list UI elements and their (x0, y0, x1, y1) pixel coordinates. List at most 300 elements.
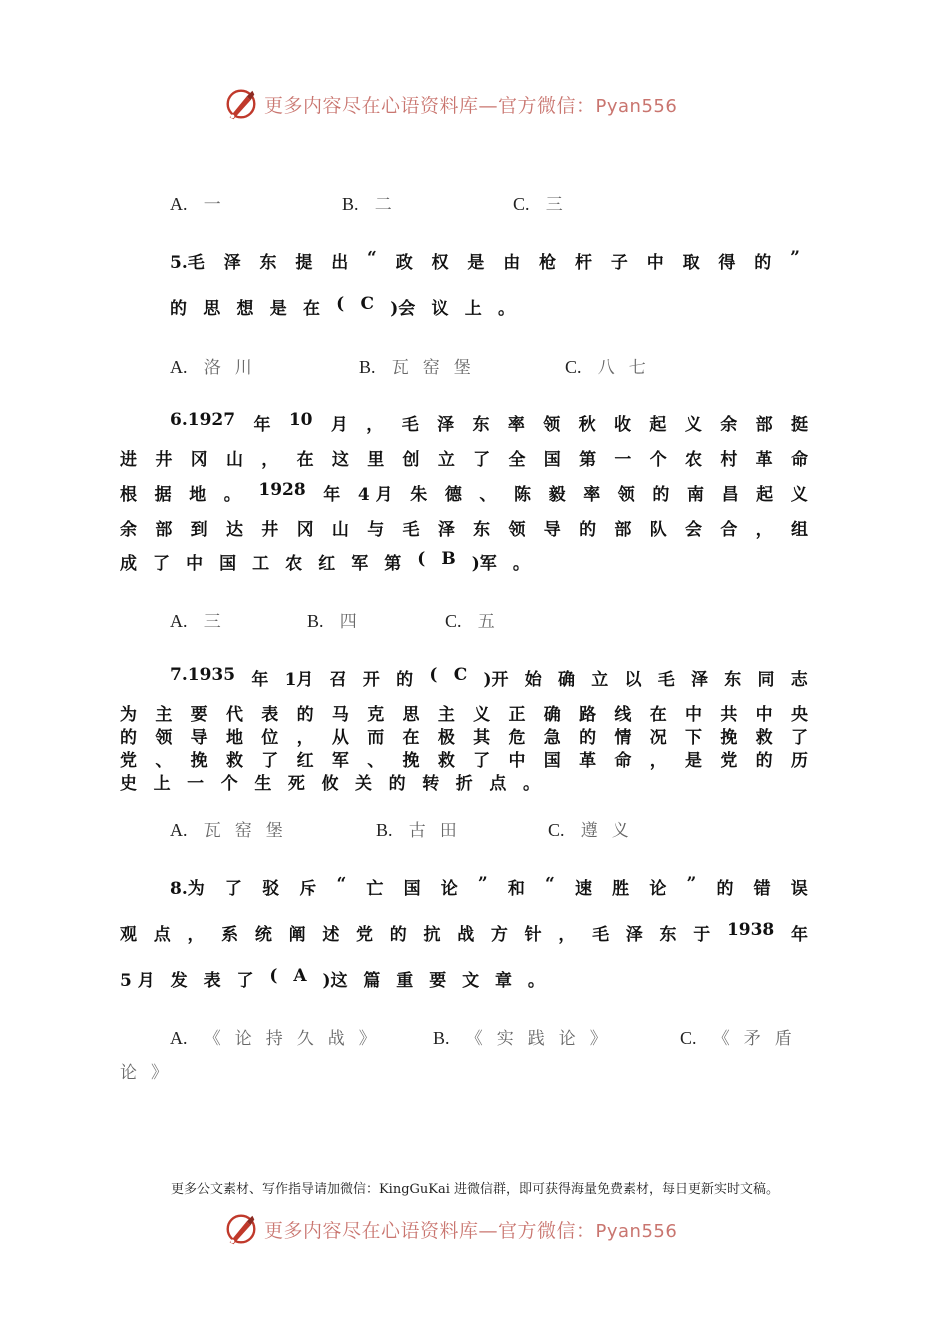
question-text-fragment: 农 (685, 450, 702, 470)
question-text-fragment: 领 (617, 485, 635, 505)
question-text-fragment: 山 (331, 520, 349, 540)
question-text-fragment: 泽 (691, 670, 709, 690)
question-text-fragment: 党 (720, 751, 738, 771)
question-text-fragment: 。 (527, 971, 545, 991)
question-text-fragment: 胜 (612, 879, 630, 899)
question-text-fragment: 、 (155, 751, 173, 771)
question-text-fragment: 1月 (284, 670, 314, 690)
question-text-fragment: 领 (155, 728, 173, 748)
question-text-fragment: 主 (437, 705, 455, 725)
question-5-line-1 (170, 248, 800, 273)
question-text-fragment: 1928 (258, 480, 306, 500)
question-text-fragment: 议 (431, 299, 449, 319)
question-text-fragment: 部 (155, 520, 173, 540)
question-text-fragment: 路 (579, 705, 597, 725)
q7-options (170, 816, 858, 841)
question-text-fragment: 死 (287, 774, 305, 794)
question-text-fragment: 在 (649, 705, 667, 725)
question-text-fragment: 国 (403, 879, 421, 899)
question-text-fragment: 秋 (578, 415, 596, 435)
question-text-fragment: 方 (490, 925, 508, 945)
question-text-fragment: 个 (649, 450, 667, 470)
q6-options (170, 607, 858, 632)
question-text-fragment: 从 (331, 728, 349, 748)
question-text-fragment: 的 (396, 670, 414, 690)
question-text-fragment: 村 (720, 450, 738, 470)
question-text-fragment: 朱 (410, 485, 428, 505)
question-text-fragment: 。 (497, 299, 515, 319)
question-text-fragment: 月 (330, 415, 348, 435)
question-text-fragment: 代 (225, 705, 243, 725)
question-text-fragment: 篇 (363, 971, 381, 991)
question-text-fragment: 国 (543, 450, 561, 470)
question-text-fragment: 转 (422, 774, 440, 794)
question-text-fragment: 史 (120, 774, 137, 794)
question-text-fragment: 挽 (720, 728, 738, 748)
question-text-fragment: 极 (437, 728, 455, 748)
pen-logo-icon (222, 1210, 260, 1248)
question-text-fragment: 攸 (321, 774, 339, 794)
question-text-fragment: 命 (790, 450, 808, 470)
question-text-fragment: 泽 (223, 253, 241, 273)
question-text-fragment: 错 (753, 879, 771, 899)
question-text-fragment: 位 (261, 728, 279, 748)
question-text-fragment: 。 (522, 774, 540, 794)
question-text-fragment: 提 (295, 253, 313, 273)
question-text-fragment: B (441, 549, 456, 569)
question-text-fragment: 的 (120, 728, 137, 748)
question-6-line-3 (120, 480, 808, 505)
question-text-fragment: 是 (467, 253, 485, 273)
question-text-fragment: 的 (296, 705, 314, 725)
question-text-fragment: 的 (170, 299, 187, 319)
question-text-fragment: 部 (755, 415, 773, 435)
question-text-fragment: 根 (120, 485, 137, 505)
question-5-line-2 (170, 294, 515, 319)
question-text-fragment: 的 (388, 774, 406, 794)
question-text-fragment: 文 (462, 971, 480, 991)
question-text-fragment: ， (755, 520, 773, 540)
question-text-fragment: C (453, 665, 468, 685)
question-text-fragment: 而 (367, 728, 385, 748)
question-text-fragment: 国 (219, 554, 237, 574)
header-banner (222, 84, 742, 124)
question-text-fragment: 毅 (548, 485, 566, 505)
question-text-fragment: ， (261, 450, 279, 470)
question-text-fragment: 论 (649, 879, 667, 899)
question-text-fragment: 南 (686, 485, 704, 505)
pen-logo-icon (222, 85, 260, 123)
question-text-fragment: 了 (153, 554, 171, 574)
option-c: C. 八七 (565, 357, 660, 378)
question-text-fragment: 以 (624, 670, 642, 690)
question-text-fragment: 折 (455, 774, 473, 794)
question-text-fragment: 党 (356, 925, 374, 945)
option-a: A. 三 (170, 611, 235, 632)
question-text-fragment: 导 (190, 728, 208, 748)
question-text-fragment: ， (296, 728, 314, 748)
question-text-fragment: 马 (331, 705, 349, 725)
question-text-fragment: 章 (495, 971, 513, 991)
question-text-fragment: 冈 (296, 520, 314, 540)
question-text-fragment: 观 (120, 925, 137, 945)
question-text-fragment: 重 (396, 971, 414, 991)
question-text-fragment: 一 (187, 774, 205, 794)
question-text-fragment: 5.毛 (170, 253, 205, 273)
question-text-fragment: 创 (402, 450, 420, 470)
option-b: B. 瓦窑堡 (359, 357, 485, 378)
question-text-fragment: 中 (646, 253, 664, 273)
option-c: C. 三 (513, 194, 577, 215)
question-text-fragment: 义 (473, 705, 491, 725)
question-text-fragment: 据 (154, 485, 172, 505)
question-text-fragment: 救 (225, 751, 243, 771)
question-text-fragment: 驳 (262, 879, 280, 899)
question-text-fragment: ” (790, 248, 800, 268)
q8-option-continuation: 论》 (120, 1063, 182, 1083)
question-text-fragment: 农 (285, 554, 303, 574)
question-text-fragment: 关 (355, 774, 373, 794)
question-text-fragment: 战 (457, 925, 475, 945)
question-text-fragment: 8.为 (170, 879, 205, 899)
question-text-fragment: )会 (390, 299, 416, 319)
question-text-fragment: 的 (389, 925, 407, 945)
question-text-fragment: 况 (649, 728, 667, 748)
question-text-fragment: 生 (254, 774, 272, 794)
banner-text: 更多内容尽在心语资料库—官方微信：Pyan556 (264, 1219, 678, 1242)
question-text-fragment: 收 (614, 415, 632, 435)
q8-options (170, 1024, 858, 1049)
question-text-fragment: 了 (790, 728, 808, 748)
question-text-fragment: 泽 (437, 520, 455, 540)
question-text-fragment: 于 (693, 925, 711, 945)
question-text-fragment: 一 (614, 450, 632, 470)
question-text-fragment: 下 (685, 728, 702, 748)
question-text-fragment: 的 (754, 253, 772, 273)
option-b: B. 古田 (376, 820, 471, 841)
question-text-fragment: 挺 (790, 415, 808, 435)
question-text-fragment: 上 (153, 774, 171, 794)
question-text-fragment: 在 (402, 728, 420, 748)
question-text-fragment: 发 (170, 971, 188, 991)
question-text-fragment: 领 (508, 520, 526, 540)
question-text-fragment: 上 (464, 299, 482, 319)
question-text-fragment: 到 (190, 520, 208, 540)
question-text-fragment: 表 (203, 971, 221, 991)
question-text-fragment: 会 (685, 520, 702, 540)
question-text-fragment: 余 (720, 415, 738, 435)
question-text-fragment: 线 (614, 705, 632, 725)
question-text-fragment: 陈 (514, 485, 532, 505)
question-text-fragment: )军 (471, 554, 497, 574)
question-text-fragment: 1938 (726, 920, 775, 940)
question-text-fragment: ( (269, 966, 278, 986)
question-text-fragment: 率 (583, 485, 601, 505)
question-text-fragment: 针 (524, 925, 542, 945)
question-text-fragment: 年 (253, 415, 271, 435)
question-text-fragment: 红 (296, 751, 314, 771)
question-text-fragment: C (360, 294, 374, 314)
question-text-fragment: 是 (269, 299, 287, 319)
question-text-fragment: 年 (323, 485, 341, 505)
question-text-fragment: 山 (225, 450, 243, 470)
question-text-fragment: )这 (322, 971, 348, 991)
question-text-fragment: 党 (120, 751, 137, 771)
question-text-fragment: 救 (755, 728, 773, 748)
question-text-fragment: 立 (437, 450, 455, 470)
question-text-fragment: 历 (790, 751, 808, 771)
question-text-fragment: 德 (444, 485, 462, 505)
question-text-fragment: 出 (331, 253, 349, 273)
question-text-fragment: 的 (579, 520, 597, 540)
question-text-fragment: 地 (189, 485, 207, 505)
question-text-fragment: 表 (261, 705, 279, 725)
question-text-fragment: 取 (682, 253, 700, 273)
question-text-fragment: 这 (331, 450, 349, 470)
question-text-fragment: 毛 (402, 520, 420, 540)
question-text-fragment: 组 (790, 520, 808, 540)
question-text-fragment: 军 (331, 751, 349, 771)
question-text-fragment: ( (429, 665, 438, 685)
question-text-fragment: 达 (225, 520, 243, 540)
question-text-fragment: 年 (790, 925, 808, 945)
option-b: B. 二 (342, 194, 406, 215)
question-text-fragment: 毛 (657, 670, 675, 690)
question-text-fragment: 合 (720, 520, 738, 540)
question-text-fragment: 救 (437, 751, 455, 771)
question-8-line-1 (170, 874, 808, 899)
question-text-fragment: 思 (402, 705, 420, 725)
question-text-fragment: 了 (473, 450, 491, 470)
question-text-fragment: 革 (579, 751, 597, 771)
question-text-fragment: 开 (362, 670, 380, 690)
question-text-fragment: 的 (579, 728, 597, 748)
q4-options (170, 190, 858, 215)
question-text-fragment: 东 (724, 670, 742, 690)
question-text-fragment: 枪 (539, 253, 557, 273)
question-text-fragment: 4 月 (357, 485, 393, 505)
question-text-fragment: ” (477, 874, 488, 894)
question-text-fragment: 年 (251, 670, 269, 690)
footer-banner (222, 1209, 742, 1249)
question-text-fragment: 想 (236, 299, 254, 319)
question-text-fragment: 了 (236, 971, 254, 991)
question-text-fragment: 政 (395, 253, 413, 273)
question-text-fragment: 要 (190, 705, 208, 725)
question-text-fragment: 确 (543, 705, 561, 725)
question-text-fragment: 杆 (574, 253, 592, 273)
question-text-fragment: 确 (558, 670, 576, 690)
q5-options (170, 353, 858, 378)
question-text-fragment: 东 (473, 520, 491, 540)
question-text-fragment: 第 (384, 554, 402, 574)
question-text-fragment: 10 (288, 410, 313, 430)
question-text-fragment: 了 (261, 751, 279, 771)
question-text-fragment: 。 (512, 554, 530, 574)
question-text-fragment: 东 (659, 925, 677, 945)
question-text-fragment: 红 (318, 554, 336, 574)
question-text-fragment: )开 (483, 670, 509, 690)
question-8-line-2 (120, 920, 808, 945)
question-text-fragment: 急 (543, 728, 561, 748)
question-text-fragment: 危 (508, 728, 526, 748)
question-text-fragment: 阐 (288, 925, 306, 945)
question-text-fragment: 系 (221, 925, 239, 945)
question-text-fragment: 是 (685, 751, 702, 771)
question-text-fragment: 率 (507, 415, 525, 435)
question-text-fragment: ， (187, 925, 205, 945)
question-text-fragment: 、 (367, 751, 385, 771)
question-text-fragment: 泽 (437, 415, 455, 435)
option-a: A. 洛川 (170, 357, 266, 378)
question-text-fragment: 。 (223, 485, 241, 505)
question-8-line-3 (120, 966, 545, 991)
question-text-fragment: 毛 (401, 415, 419, 435)
question-text-fragment: 革 (755, 450, 773, 470)
question-text-fragment: 挽 (190, 751, 208, 771)
question-text-fragment: 昌 (721, 485, 739, 505)
question-text-fragment: 个 (220, 774, 238, 794)
question-text-fragment: 始 (524, 670, 542, 690)
question-text-fragment: 井 (155, 450, 173, 470)
question-text-fragment: 国 (543, 751, 561, 771)
question-6-line-2 (120, 445, 808, 470)
question-text-fragment: 里 (367, 450, 385, 470)
question-text-fragment: 工 (252, 554, 270, 574)
question-text-fragment: “ (545, 874, 555, 894)
question-7-line-4 (120, 746, 808, 771)
question-text-fragment: 的 (755, 751, 773, 771)
question-7-line-5 (120, 769, 540, 794)
question-text-fragment: 中 (685, 705, 702, 725)
question-text-fragment: A (293, 966, 307, 986)
question-text-fragment: 部 (614, 520, 632, 540)
question-text-fragment: 点 (153, 925, 171, 945)
question-7-line-3 (120, 723, 808, 748)
question-text-fragment: 统 (254, 925, 272, 945)
question-text-fragment: 央 (790, 705, 808, 725)
question-text-fragment: 第 (579, 450, 597, 470)
banner-text: 更多内容尽在心语资料库—官方微信：Pyan556 (264, 94, 678, 117)
question-text-fragment: 挽 (402, 751, 420, 771)
question-6-line-5 (120, 549, 530, 574)
question-text-fragment: 其 (473, 728, 491, 748)
question-text-fragment: 、 (479, 485, 497, 505)
question-text-fragment: 义 (684, 415, 702, 435)
question-text-fragment: 起 (649, 415, 667, 435)
question-text-fragment: 论 (440, 879, 458, 899)
question-text-fragment: 亡 (366, 879, 384, 899)
option-a: A. 一 (170, 194, 235, 215)
question-text-fragment: 情 (614, 728, 632, 748)
question-text-fragment: 正 (508, 705, 526, 725)
question-text-fragment: 东 (259, 253, 277, 273)
question-text-fragment: 地 (225, 728, 243, 748)
question-text-fragment: 军 (351, 554, 369, 574)
question-text-fragment: 领 (543, 415, 561, 435)
question-text-fragment: 义 (790, 485, 808, 505)
question-7-line-2 (120, 700, 808, 725)
question-text-fragment: “ (336, 874, 347, 894)
question-text-fragment: 和 (507, 879, 525, 899)
option-b: B. 四 (307, 611, 371, 632)
question-text-fragment: 成 (120, 554, 137, 574)
question-text-fragment: 东 (472, 415, 490, 435)
question-text-fragment: 的 (716, 879, 734, 899)
question-text-fragment: 思 (203, 299, 221, 319)
question-text-fragment: ( (336, 294, 345, 314)
question-7-line-1 (170, 665, 808, 690)
question-text-fragment: ” (686, 874, 697, 894)
question-text-fragment: ， (366, 415, 384, 435)
option-a: A. 瓦窑堡 (170, 820, 297, 841)
question-text-fragment: ， (558, 925, 576, 945)
question-text-fragment: 毛 (592, 925, 610, 945)
question-text-fragment: 克 (367, 705, 385, 725)
question-text-fragment: 余 (120, 520, 137, 540)
option-c: C. 遵义 (548, 820, 643, 841)
question-text-fragment: 权 (431, 253, 449, 273)
option-b: B. 《实践论》 (433, 1028, 621, 1049)
question-text-fragment: 主 (155, 705, 173, 725)
option-c: C. 《矛盾 (680, 1028, 806, 1049)
question-text-fragment: 6.1927 (170, 410, 236, 430)
question-text-fragment: 误 (790, 879, 808, 899)
question-text-fragment: 与 (367, 520, 385, 540)
question-text-fragment: 要 (429, 971, 447, 991)
question-text-fragment: 5 月 (120, 971, 155, 991)
question-text-fragment: 导 (543, 520, 561, 540)
question-text-fragment: 述 (322, 925, 340, 945)
question-text-fragment: 井 (261, 520, 279, 540)
question-text-fragment: 的 (652, 485, 670, 505)
question-text-fragment: 在 (296, 450, 314, 470)
question-text-fragment: 中 (186, 554, 204, 574)
question-text-fragment: 全 (508, 450, 526, 470)
question-text-fragment: 冈 (190, 450, 208, 470)
question-text-fragment: 进 (120, 450, 137, 470)
question-6-line-1 (170, 410, 808, 435)
question-text-fragment: 由 (503, 253, 521, 273)
question-text-fragment: 了 (473, 751, 491, 771)
question-text-fragment: 同 (757, 670, 775, 690)
question-text-fragment: 召 (329, 670, 347, 690)
question-text-fragment: ， (649, 751, 667, 771)
question-text-fragment: 7.1935 (170, 665, 236, 685)
question-text-fragment: 泽 (625, 925, 643, 945)
question-text-fragment: 立 (591, 670, 609, 690)
question-6-line-4 (120, 515, 808, 540)
question-text-fragment: 命 (614, 751, 632, 771)
footer-note: 更多公文素材、写作指导请加微信：KingGuKai 进微信群，即可获得海量免费素材，每日更新实时文稿。 (170, 1182, 780, 1197)
question-text-fragment: 了 (224, 879, 242, 899)
question-text-fragment: 共 (720, 705, 738, 725)
question-text-fragment: 在 (302, 299, 320, 319)
question-text-fragment: 点 (489, 774, 507, 794)
question-text-fragment: 中 (755, 705, 773, 725)
question-text-fragment: 斥 (299, 879, 317, 899)
question-text-fragment: 速 (574, 879, 592, 899)
option-a: A. 《论持久战》 (170, 1028, 390, 1049)
question-text-fragment: 抗 (423, 925, 441, 945)
question-text-fragment: 队 (649, 520, 667, 540)
question-text-fragment: 志 (790, 670, 808, 690)
question-text-fragment: 为 (120, 705, 137, 725)
question-text-fragment: 中 (508, 751, 526, 771)
question-text-fragment: “ (367, 248, 377, 268)
question-text-fragment: 起 (756, 485, 774, 505)
option-c: C. 五 (445, 611, 509, 632)
